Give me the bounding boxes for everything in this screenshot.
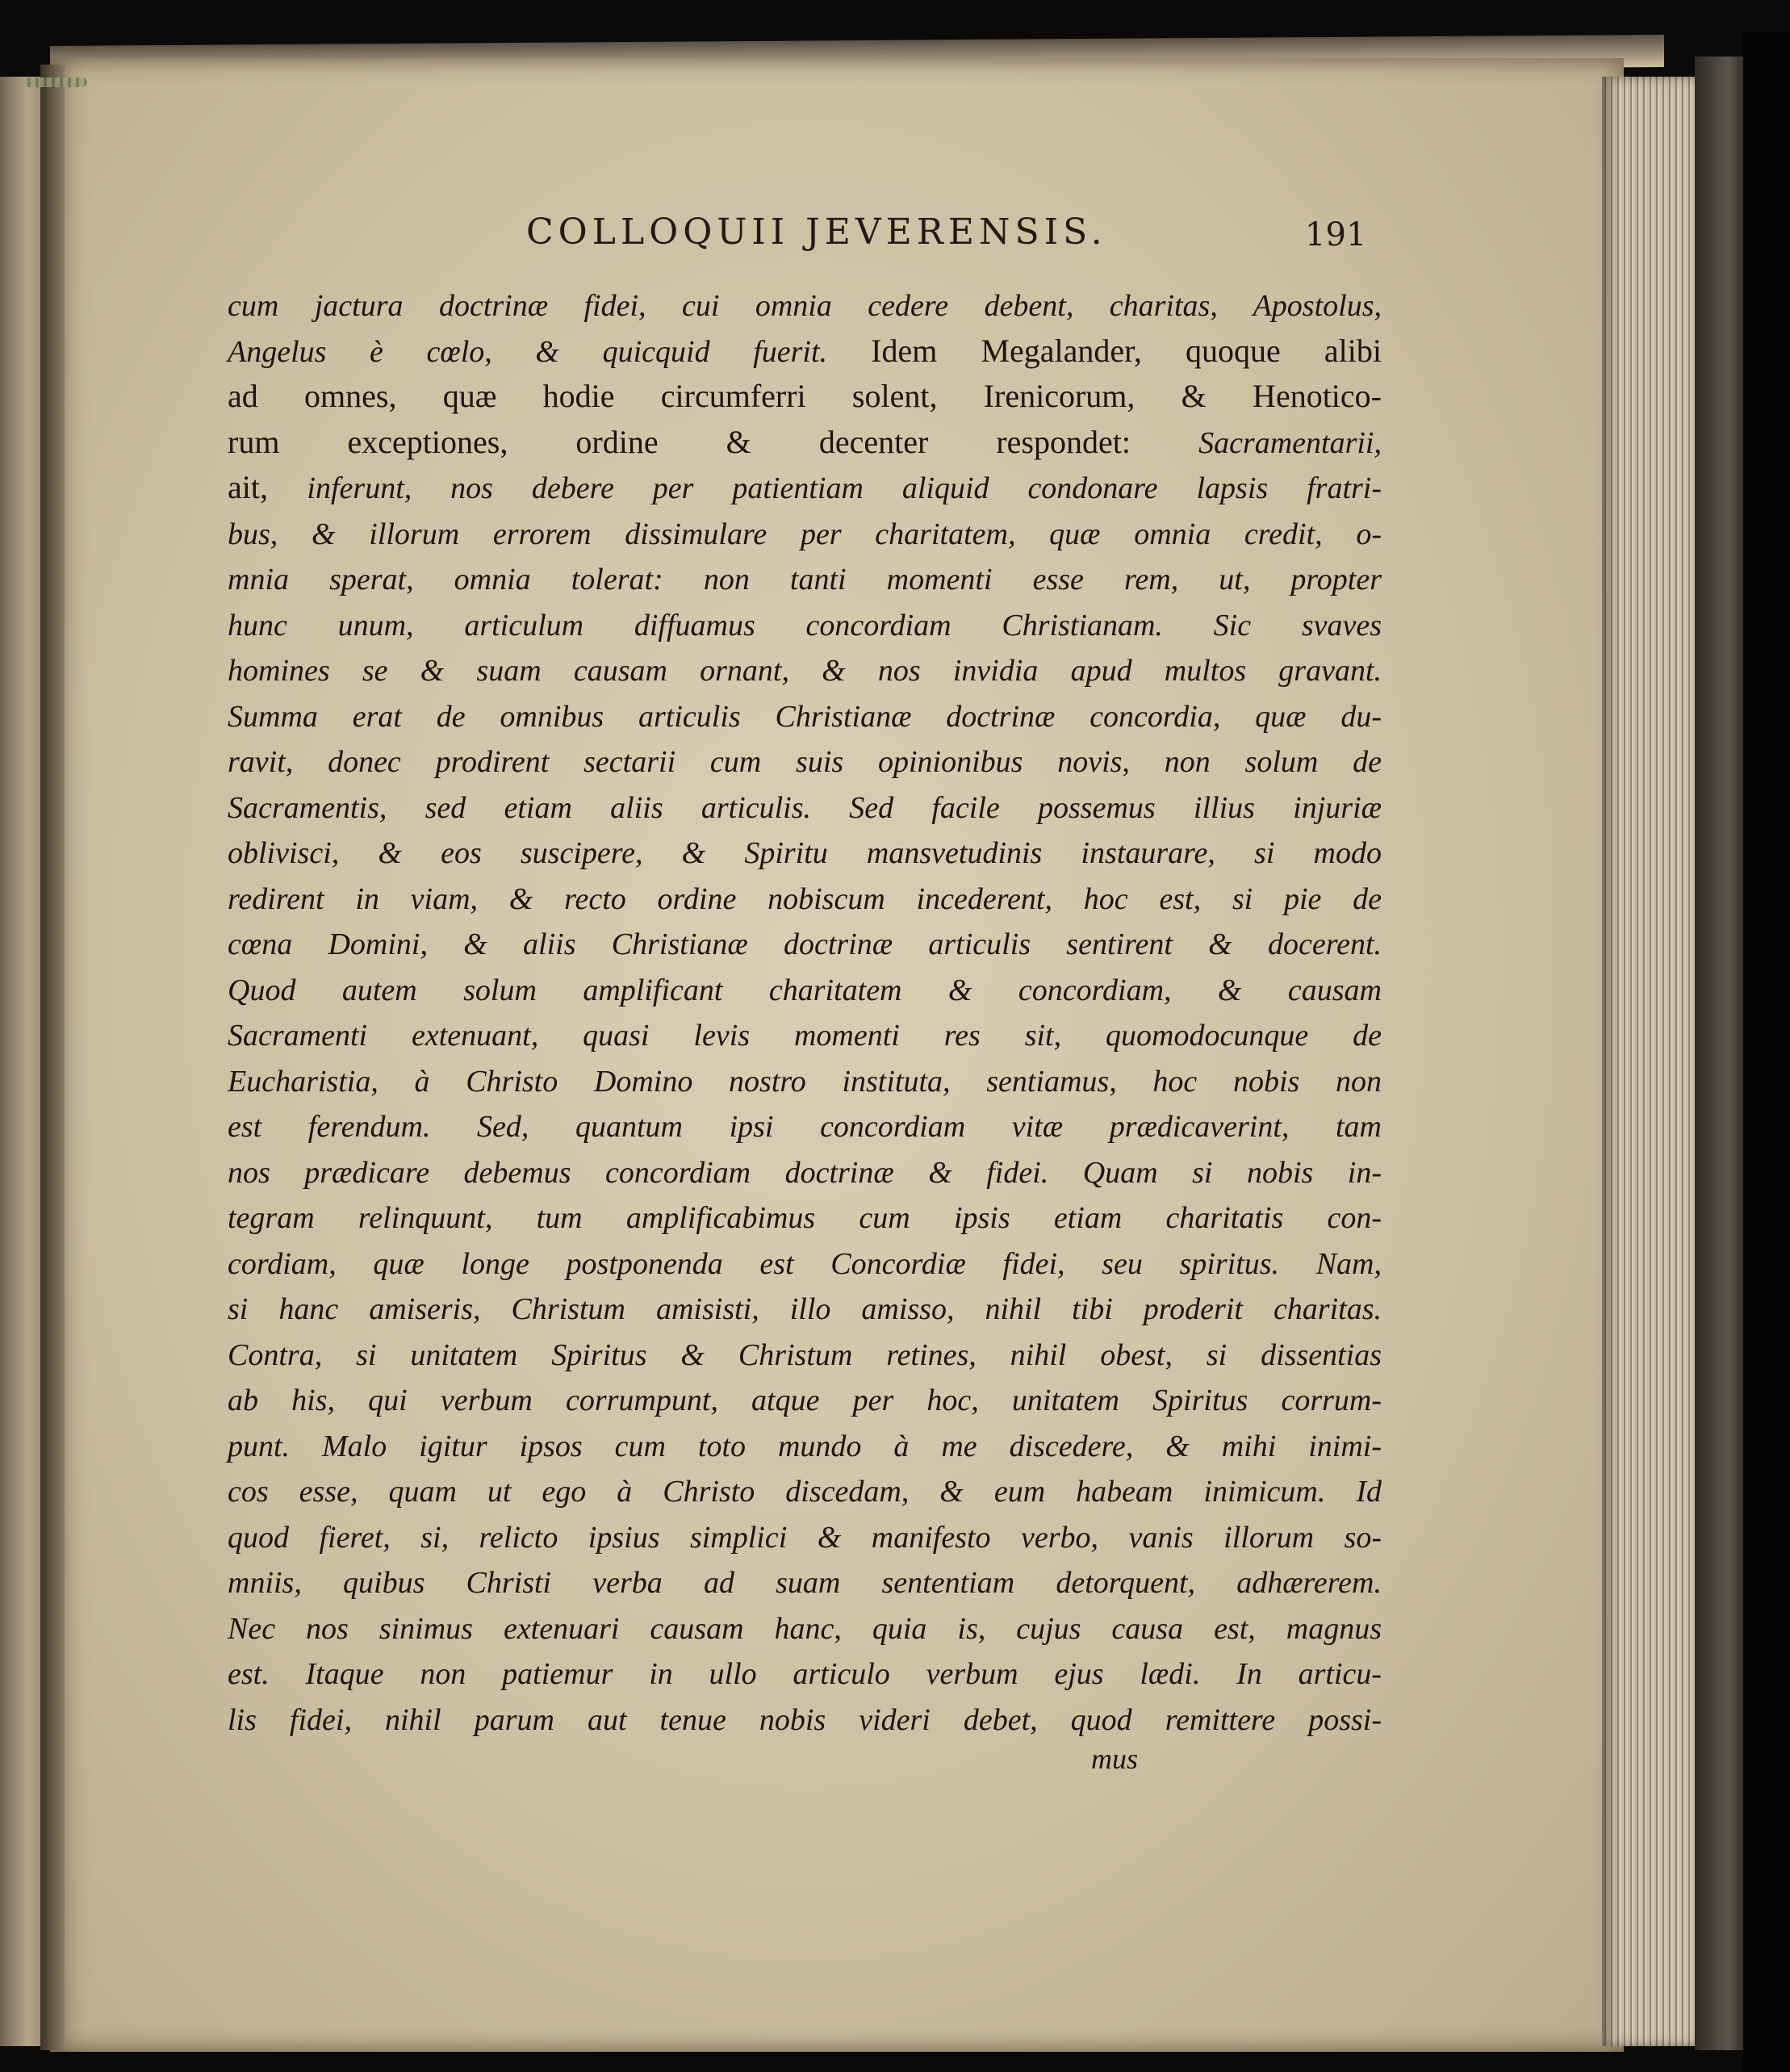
- italic-text: mniis, quibus Christi verba ad suam sententiam detorquent, adhærerem.: [228, 1566, 1382, 1600]
- text-line: [228, 1058, 1382, 1103]
- text-line: [228, 1468, 1382, 1513]
- text-line: [228, 739, 1382, 784]
- page-header: [0, 211, 1790, 260]
- italic-text: Quod autem solum amplificant charitatem & concordiam, & causam: [228, 973, 1382, 1007]
- text-line: [228, 876, 1382, 921]
- text-line: [228, 556, 1382, 601]
- text-line: [228, 283, 1382, 328]
- text-line: [228, 693, 1382, 739]
- text-line: [228, 830, 1382, 875]
- roman-text: Idem Megalander, quoque alibi: [827, 332, 1382, 369]
- text-line: [228, 1012, 1382, 1057]
- text-line: [228, 1423, 1382, 1468]
- italic-text: ravit, donec prodirent sectarii cum suis opinionibus novis, non solum de: [228, 745, 1382, 779]
- text-line: [228, 921, 1382, 966]
- italic-text: cum jactura doctrinæ fidei, cui omnia cedere debent, charitas, Apostolus,: [228, 289, 1382, 323]
- text-line: [228, 1651, 1382, 1696]
- text-line: [228, 1605, 1382, 1651]
- page-number: 191: [1305, 216, 1367, 253]
- text-line: [228, 647, 1382, 693]
- text-line: [228, 329, 1382, 374]
- text-line: [228, 785, 1382, 830]
- fore-edge-leaves: [1602, 77, 1699, 2046]
- gutter-shadow: [40, 65, 65, 2050]
- text-line: [228, 1514, 1382, 1559]
- italic-text: mnia sperat, omnia tolerat: non tanti momenti esse rem, ut, propter: [228, 563, 1382, 596]
- italic-text: punt. Malo igitur ipsos cum toto mundo à me discedere, & mihi inimi-: [228, 1429, 1382, 1463]
- roman-text: ait,: [228, 469, 307, 505]
- roman-text: rum exceptiones, ordine & decenter respondet:: [228, 423, 1199, 460]
- italic-text: ab his, qui verbum corrumpunt, atque per hoc, unitatem Spiritus corrum-: [228, 1383, 1382, 1417]
- italic-text: si hanc amiseris, Christum amisisti, illo amisso, nihil tibi proderit charitas.: [228, 1292, 1382, 1326]
- italic-text: Angelus è cœlo, & quicquid fuerit.: [228, 334, 828, 369]
- text-line: [228, 1241, 1382, 1286]
- text-line: [228, 420, 1382, 465]
- italic-text: lis fidei, nihil parum aut tenue nobis videri debet, quod remittere possi-: [228, 1702, 1382, 1737]
- italic-text: Sacramentis, sed etiam aliis articulis. Sed facile possemus illius injuriæ: [228, 790, 1382, 825]
- text-line: [228, 374, 1382, 419]
- text-line: [228, 465, 1382, 510]
- italic-text: quod fieret, si, relicto ipsius simplici & manifesto verbo, vanis illorum so-: [228, 1520, 1382, 1555]
- text-line: [228, 511, 1382, 556]
- italic-text: hunc unum, articulum diffuamus concordiam Christianam. Sic svaves: [228, 608, 1382, 643]
- italic-text: nos prædicare debemus concordiam doctrinæ & fidei. Quam si nobis in-: [228, 1155, 1382, 1190]
- italic-text: homines se & suam causam ornant, & nos invidia apud multos gravant.: [228, 654, 1382, 688]
- text-line: [228, 1559, 1382, 1605]
- italic-text: bus, & illorum errorem dissimulare per charitatem, quæ omnia credit, o-: [228, 517, 1382, 551]
- running-head: COLLOQUII JEVERENSIS.: [526, 211, 1107, 253]
- italic-text: cos esse, quam ut ego à Christo discedam, & eum habeam inimicum. Id: [228, 1475, 1382, 1509]
- text-line: [228, 1377, 1382, 1422]
- text-line: [228, 1149, 1382, 1195]
- catchword: mus: [1091, 1743, 1139, 1775]
- italic-text: est ferendum. Sed, quantum ipsi concordiam vitæ prædicaverint, tam: [228, 1110, 1382, 1144]
- text-line: [228, 967, 1382, 1012]
- text-line: [228, 1286, 1382, 1331]
- italic-text: cœna Domini, & aliis Christianæ doctrinæ articulis sentirent & docerent.: [228, 927, 1382, 961]
- roman-text: ad omnes, quæ hodie circumferri solent, Irenicorum, & Henotico-: [228, 378, 1382, 414]
- italic-text: est. Itaque non patiemur in ullo articulo verbum ejus lædi. In articu-: [228, 1657, 1382, 1691]
- italic-text: oblivisci, & eos suscipere, & Spiritu mansvetudinis instaurare, si modo: [228, 836, 1382, 870]
- text-line: [228, 1697, 1382, 1742]
- italic-text: Sacramentarii,: [1198, 425, 1382, 460]
- text-line: [228, 1195, 1382, 1240]
- italic-text: Sacramenti extenuant, quasi levis momenti res sit, quomodocunque de: [228, 1019, 1382, 1053]
- text-line: [228, 1332, 1382, 1377]
- italic-text: redirent in viam, & recto ordine nobiscum incederent, hoc est, si pie de: [228, 881, 1382, 916]
- text-line: [228, 1103, 1382, 1149]
- text-line: [228, 602, 1382, 647]
- italic-text: Summa erat de omnibus articulis Christianæ doctrinæ concordia, quæ du-: [228, 699, 1382, 734]
- italic-text: Nec nos sinimus extenuari causam hanc, quia is, cujus causa est, magnus: [228, 1611, 1382, 1646]
- italic-text: cordiam, quæ longe postponenda est Concordiæ fidei, seu spiritus. Nam,: [228, 1246, 1382, 1281]
- italic-text: inferunt, nos debere per patientiam aliquid condonare lapsis fratri-: [307, 471, 1382, 505]
- italic-text: Eucharistia, à Christo Domino nostro instituta, sentiamus, hoc nobis non: [228, 1064, 1382, 1099]
- italic-text: Contra, si unitatem Spiritus & Christum retines, nihil obest, si dissentias: [228, 1337, 1382, 1372]
- binding-thread: [23, 77, 87, 87]
- italic-text: tegram relinquunt, tum amplificabimus cum ipsis etiam charitatis con-: [228, 1201, 1382, 1235]
- background-shadow: [1743, 32, 1790, 2072]
